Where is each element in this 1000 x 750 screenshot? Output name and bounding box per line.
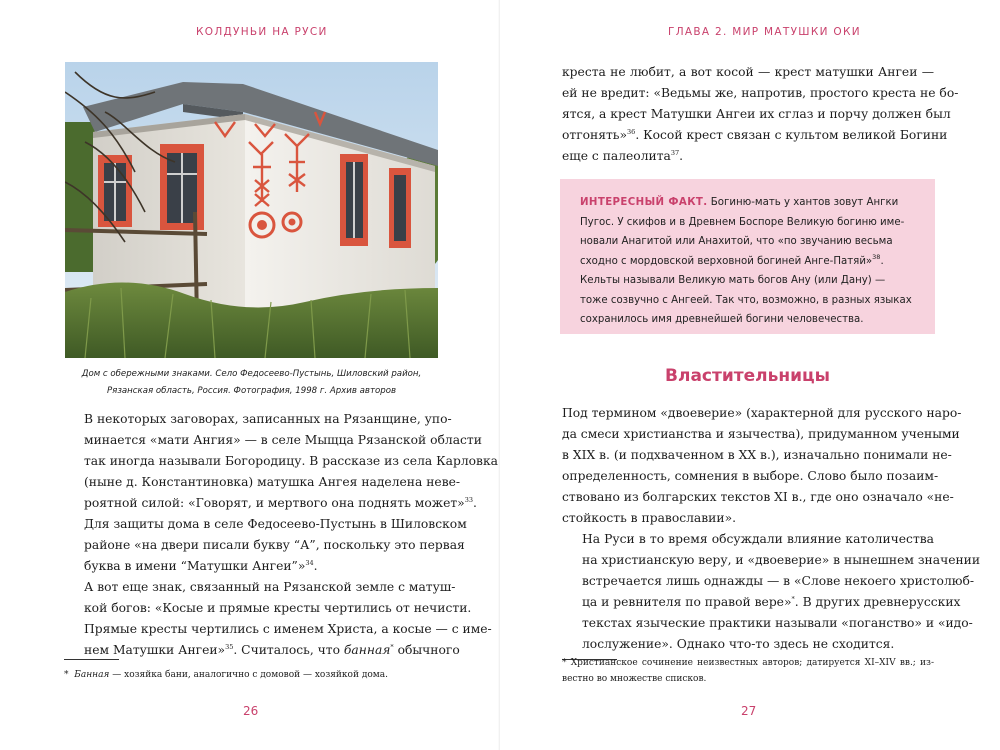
text-segment: ца и ревнителя по правой вере» [582,595,792,609]
paragraph [562,403,962,529]
text-segment: нем Матушки Ангеи» [84,643,226,657]
endnote-ref: 38 [872,252,881,261]
text-line: Для защиты дома в селе Федосеево-Пустынь в Шиловском [84,517,467,531]
fact-line: сохранилось имя древнейшей богини человечества. [580,314,864,325]
fact-line: Пугос. У скифов и в Древнем Боспоре Великую богиню име- [580,216,905,228]
right-body-main-text [562,403,981,655]
page-number-right: 27 [741,704,757,718]
text-line: да смеси христианства и язычества), придуманном учеными [562,427,960,441]
text-line: ей не вредит: «Ведьмы же, напротив, простого креста не бо- [562,86,959,100]
text-segment: обычного [393,643,460,657]
footnote-ref: * [390,643,394,651]
house-photo-image [65,62,438,358]
text-line: Прямые кресты чертились с именем Христа, а косые — с име- [84,622,492,636]
footnote-line: * Христианское сочинение неизвестных авторов; датируется XI–XIV вв.; из- [562,658,934,668]
left-body-text [64,409,498,661]
footnote-term: Банная [74,670,110,680]
photo-caption-line: Дом с обережными знаками. Село Федосеево-Пустынь, Шиловский район, [81,369,422,379]
interesting-fact-box [560,179,935,334]
text-line [562,125,948,146]
fact-line: Кельты называли Великую мать богов Ану (или Дану) — [580,275,886,286]
photo-caption [65,366,438,400]
fact-label: ИНТЕРЕСНЫЙ ФАКТ. [580,197,708,208]
emphasis: банная [343,643,391,657]
text-line: ятся, а крест Матушки Ангеи их сглаз и порчу должен был [562,107,951,121]
text-line [64,640,460,661]
text-line: встречается лишь однажды — в «Слове некоего христолюб- [582,574,975,588]
text-line: креста не любит, а вот косой — крест матушки Ангеи — [562,65,934,79]
text-line: текстах языческие практики называли «поганство» и «идо- [582,616,973,630]
text-segment: . Косой крест связан с культом великой Богини [635,128,948,142]
right-body-top-text [562,62,959,167]
text-line: А вот еще знак, связанный на Рязанской земле с матуш- [84,580,456,594]
text-line: еще с палеолита$^{37}$. [562,149,684,163]
footnote-line [64,667,439,683]
text-line: минается «мати Ангия» — в селе Мыщца Рязанской области [84,433,482,447]
endnote-ref: 34 [305,559,314,567]
text-line: роятной силой: «Говорят, и мертвого она поднять может»$^{33}$. [84,496,477,510]
text-line [562,592,961,613]
text-segment: роятной силой: «Говорят, и мертвого она поднять может» [84,496,465,510]
text-line: так иногда называли Богородицу. В рассказе из села Карловка [84,454,498,468]
text-line: определенность, сомнения в выборе. Слово было позаим- [562,469,939,483]
endnote-ref: 33 [464,496,473,504]
paragraph [562,62,959,167]
house-photo [65,62,438,358]
text-line: лослужение». Однако что-то здесь не сходится. [582,637,895,651]
text-segment: . Считалось, что [233,643,344,657]
fact-text: Богиню-мать у хантов зовут Ангки [707,197,899,208]
text-line: районе «на двери писали букву “А”, поскольку это первая [84,538,465,552]
photo-caption-line: Рязанская область, Россия. Фотография, 1998 г. Архив авторов [106,386,397,396]
paragraph [64,409,498,577]
endnote-ref: 35 [225,643,234,651]
footnote-divider [64,659,119,660]
running-head-left: КОЛДУНЬИ НА РУСИ [196,26,328,38]
text-segment: еще с палеолита [562,149,671,163]
fact-line: новали Анагитой или Анахитой, что «по звучанию весьма [580,236,893,247]
fact-line: тоже созвучно с Ангеей. Так что, возможно, в разных языках [580,294,912,306]
footnote-right [562,655,934,687]
text-segment: буква в имени “Матушки Ангеи”» [84,559,306,573]
text-line: на христианскую веру, и «двоеверие» в нынешнем значении [582,553,981,567]
fact-line [580,193,919,213]
text-line: На Руси в то время обсуждали влияние католичества [582,532,934,546]
endnote-ref: 36 [627,128,636,136]
text-line: буква в имени “Матушки Ангеи”»$^{34}$. [84,559,318,573]
footnote-ref: * [791,595,795,603]
footnote-line: вестно во множестве списков. [562,674,707,684]
text-line: ствовано из болгарских текстов XI в., где оно означало «не- [562,490,954,504]
text-line: стойкость в православии». [562,511,737,525]
running-head-right: ГЛАВА 2. МИР МАТУШКИ ОКИ [668,26,861,38]
page-number-left: 26 [243,704,259,718]
text-line: в XIX в. (и подхваченном в XX в.), изначально понимали не- [562,448,952,462]
text-line: (ныне д. Константиновка) матушка Ангея наделена неве- [84,475,461,489]
fact-text: сходно с мордовской верховной богиней Анге-Патяй» [580,255,873,267]
text-segment: . В других древнерусских [794,595,961,609]
text-line: В некоторых заговорах, записанных на Рязанщине, упо- [84,412,452,426]
paragraph [562,529,981,655]
section-title: Властительницы [665,366,830,386]
footnote-text: — хозяйка бани, аналогично с домовой — хозяйкой дома. [109,670,389,680]
paragraph [64,577,492,661]
text-segment: отгонять» [562,128,628,142]
text-line: кой богов: «Косые и прямые кресты чертились от нечисти. [84,601,472,615]
footnote-mark: * [64,670,69,680]
footnote-left [64,667,439,683]
text-line: Под термином «двоеверие» (характерной для русского наро- [562,406,962,420]
fact-line: сходно с мордовской верховной богиней Анге-Патяй»$^{38}$. [580,252,884,267]
endnote-ref: 37 [670,149,680,157]
